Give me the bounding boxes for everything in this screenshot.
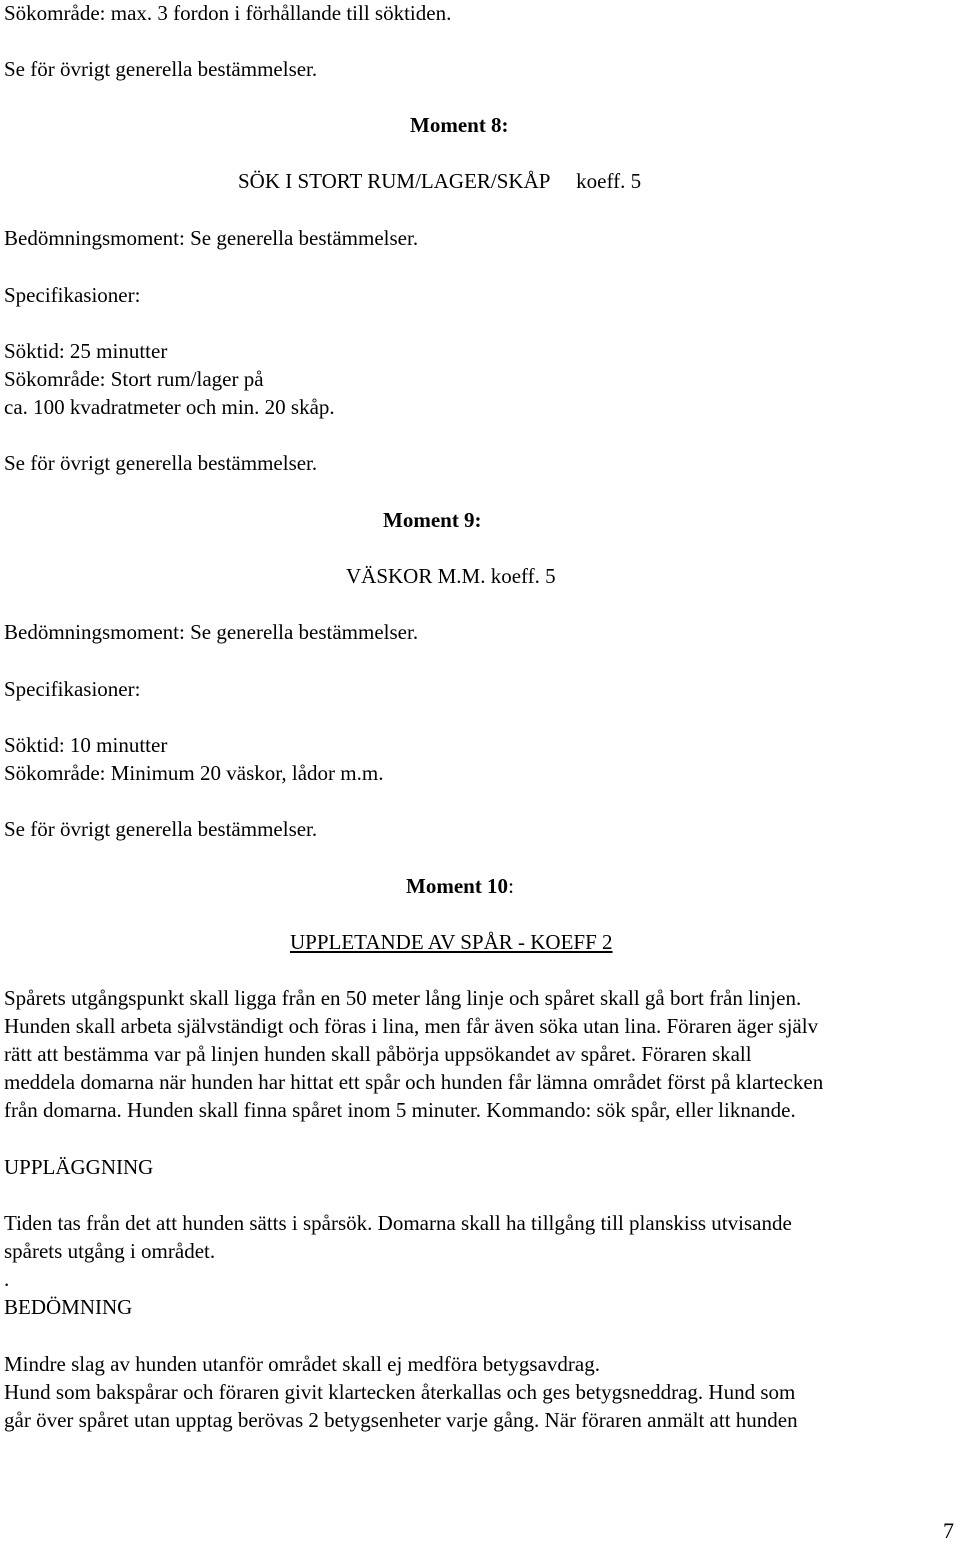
upplaggning-line-1: Tiden tas från det att hunden sätts i spårsök. Domarna skall ha tillgång till planskiss utvisande [4, 1211, 792, 1235]
moment-9-general: Se för övrigt generella bestämmelser. [4, 817, 318, 841]
moment-8-title: SÖK I STORT RUM/LAGER/SKÅP [238, 169, 550, 193]
intro-line-1: Sökområde: max. 3 fordon i förhållande till söktiden. [4, 1, 452, 25]
moment-8-koeff: koeff. 5 [576, 169, 642, 193]
moment-8-heading: Moment 8: [410, 113, 509, 137]
bedomning-line-3: går över spåret utan upptag berövas 2 betygsenheter varje gång. När föraren anmält att hunden [4, 1408, 798, 1432]
moment-10-heading-label: Moment 10 [406, 874, 509, 898]
moment-10-para-line-4: meddela domarna när hunden har hittat ett spår och hunden får lämna området först på klartecken [4, 1070, 824, 1094]
moment-9-title: VÄSKOR M.M. koeff. 5 [346, 564, 556, 588]
moment-9-heading: Moment 9: [383, 508, 482, 532]
moment-10-para-line-5: från domarna. Hunden skall finna spåret inom 5 minuter. Kommando: sök spår, eller liknande. [4, 1098, 796, 1122]
moment-10-heading [406, 873, 514, 899]
moment-10-para-line-3: rätt att bestämma var på linjen hunden skall påbörja uppsökandet av spåret. Föraren skall [4, 1042, 752, 1066]
moment-8-area-line-2: ca. 100 kvadratmeter och min. 20 skåp. [4, 395, 335, 419]
intro-line-2: Se för övrigt generella bestämmelser. [4, 57, 318, 81]
moment-9-area: Sökområde: Minimum 20 väskor, lådor m.m. [4, 761, 384, 785]
moment-8-search-time: Söktid: 25 minutter [4, 339, 168, 363]
moment-9-search-time: Söktid: 10 minutter [4, 733, 168, 757]
stray-dot: . [4, 1267, 10, 1291]
moment-8-general: Se för övrigt generella bestämmelser. [4, 451, 318, 475]
upplaggning-line-2: spårets utgång i området. [4, 1239, 216, 1263]
bedomning-line-2: Hund som bakspårar och föraren givit klartecken återkallas och ges betygsneddrag. Hund som [4, 1380, 796, 1404]
page-number: 7 [943, 1518, 954, 1543]
moment-10-para-line-1: Spårets utgångspunkt skall ligga från en 50 meter lång linje och spåret skall gå bort från linjen. [4, 986, 802, 1010]
moment-8-assessment: Bedömningsmoment: Se generella bestämmelser. [4, 226, 419, 250]
moment-8-area-line-1: Sökområde: Stort rum/lager på [4, 367, 264, 391]
bedomning-heading: BEDÖMNING [4, 1295, 133, 1319]
moment-10-para-line-2: Hunden skall arbeta självständigt och föras i lina, men får även söka utan lina. Föraren äger själv [4, 1014, 819, 1038]
moment-8-title-row [238, 168, 641, 194]
moment-9-assessment: Bedömningsmoment: Se generella bestämmelser. [4, 620, 419, 644]
moment-9-spec-heading: Specifikasioner: [4, 677, 141, 701]
bedomning-line-1: Mindre slag av hunden utanför området skall ej medföra betygsavdrag. [4, 1352, 600, 1376]
moment-8-spec-heading: Specifikasioner: [4, 283, 141, 307]
moment-10-heading-colon: : [508, 874, 514, 898]
moment-10-title: UPPLETANDE AV SPÅR - KOEFF 2 [290, 930, 613, 954]
upplaggning-heading: UPPLÄGGNING [4, 1155, 154, 1179]
